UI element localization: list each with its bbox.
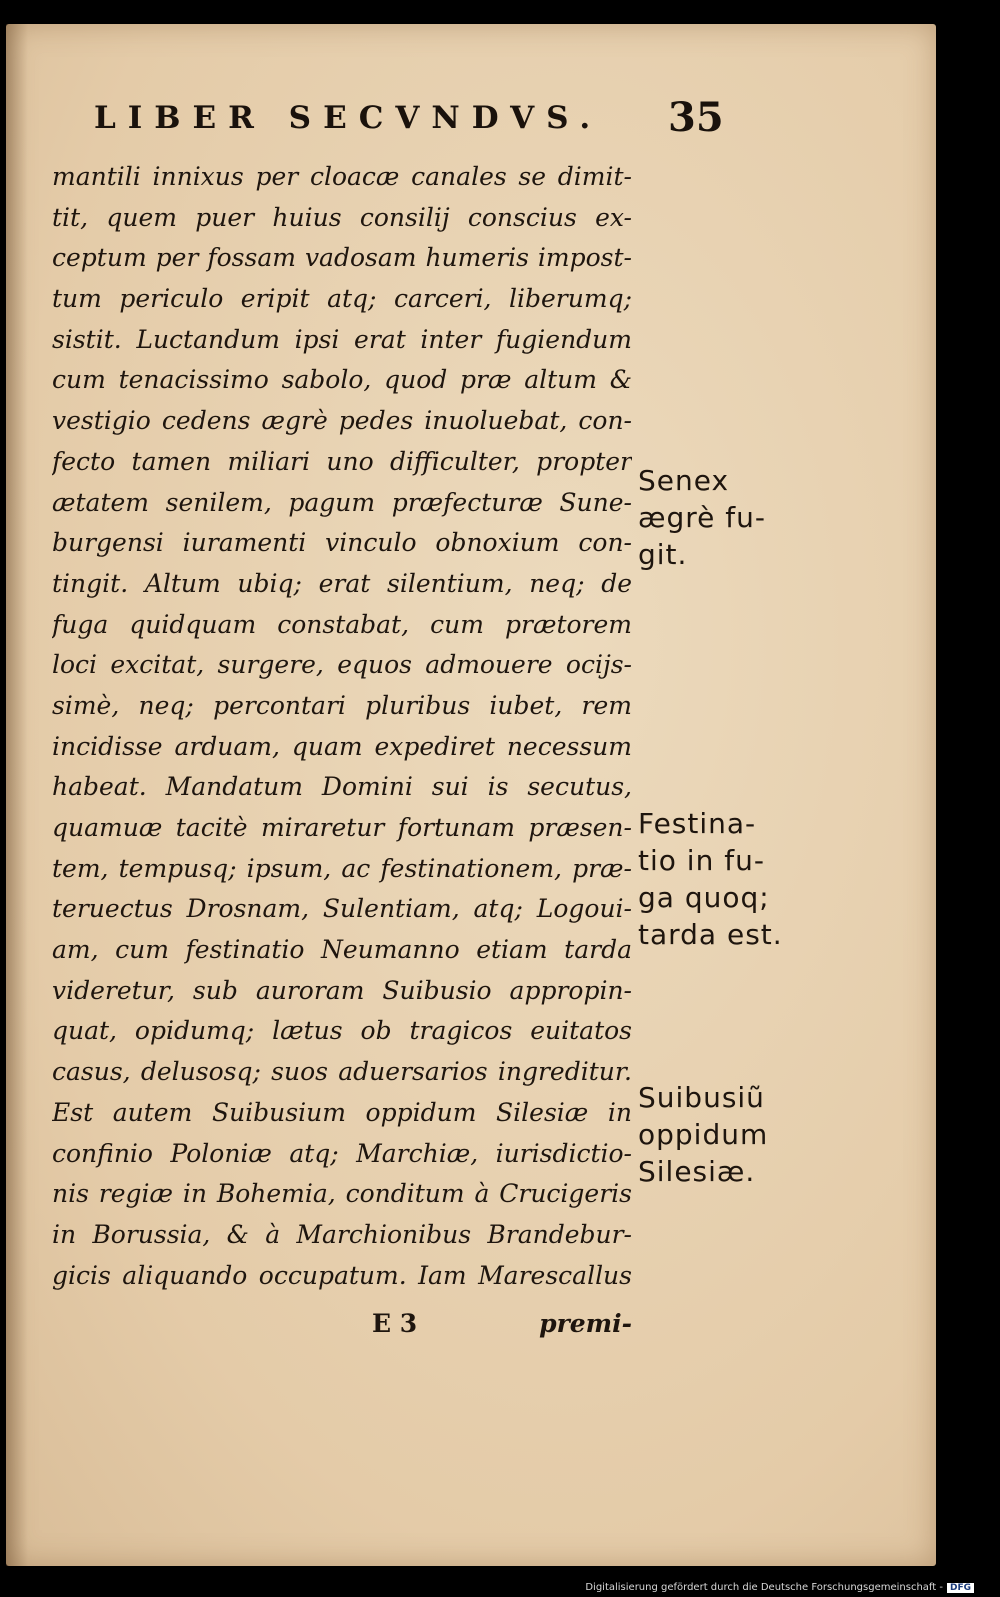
text-line: tingit. Altum ubiq; erat silentium, neq; de bbox=[52, 568, 632, 598]
text-line: nis regiæ in Bohemia, conditum à Crucigeris bbox=[52, 1179, 632, 1209]
text-line: tit, quem puer huius consilij conscius ex- bbox=[52, 202, 632, 232]
text-line: am, cum festinatio Neumanno etiam tarda bbox=[52, 935, 632, 965]
page-gutter-shadow bbox=[6, 24, 28, 1566]
text-line: loci excitat, surgere, equos admouere ocijs- bbox=[52, 650, 632, 680]
text-line: casus, delusosq; suos aduersarios ingreditur. bbox=[52, 1057, 632, 1087]
text-line: teruectus Drosnam, Sulentiam, atq; Logoui- bbox=[52, 894, 632, 924]
margin-note-line: Suibusiũ bbox=[638, 1081, 765, 1114]
text-line: gicis aliquando occupatum. Iam Marescallus bbox=[52, 1260, 632, 1290]
catchword: premi- bbox=[539, 1309, 632, 1338]
text-line: incidisse arduam, quam expediret necessum bbox=[52, 731, 632, 761]
text-line: vestigio cedens ægrè pedes inuoluebat, con- bbox=[52, 406, 632, 436]
margin-note-suibusium bbox=[638, 1079, 768, 1190]
margin-note-line: tio in fu- bbox=[638, 844, 765, 877]
book-page bbox=[6, 24, 936, 1566]
margin-note-line: Festina- bbox=[638, 807, 757, 840]
text-line: videretur, sub auroram Suibusio appropin- bbox=[52, 975, 632, 1005]
text-line: mantili innixus per cloacæ canales se dimit- bbox=[52, 162, 632, 191]
text-line: sistit. Luctandum ipsi erat inter fugiendum bbox=[52, 324, 632, 354]
margin-note-line: Senex bbox=[638, 464, 730, 497]
margin-note-line: ga quoq; bbox=[638, 881, 770, 914]
text-line: tum periculo eripit atq; carceri, liberumq; bbox=[52, 284, 632, 314]
text-line: quat, opidumq; lætus ob tragicos euitatos bbox=[52, 1016, 632, 1046]
text-line: ætatem senilem, pagum præfecturæ Sune- bbox=[52, 487, 632, 517]
text-line: ceptum per fossam vadosam humeris impost- bbox=[52, 243, 632, 273]
signature-mark: E 3 bbox=[372, 1309, 418, 1338]
text-line: in Borussia, & à Marchionibus Brandebur- bbox=[52, 1219, 632, 1249]
margin-note-festinatio bbox=[638, 805, 783, 953]
text-line: habeat. Mandatum Domini sui is secutus, bbox=[52, 772, 632, 802]
margin-note-line: Silesiæ. bbox=[638, 1155, 756, 1188]
signature-line bbox=[52, 1309, 632, 1349]
running-head: LIBER SECVNDVS. bbox=[94, 100, 603, 136]
text-line: tem, tempusq; ipsum, ac festinationem, præ- bbox=[52, 853, 632, 883]
margin-note-line: oppidum bbox=[638, 1118, 769, 1151]
margin-note-line: ægrè fu- bbox=[638, 501, 766, 534]
text-line: Est autem Suibusium oppidum Silesiæ in bbox=[52, 1097, 632, 1127]
text-line: quamuæ tacitè miraretur fortunam præsen- bbox=[52, 813, 632, 842]
main-text-block bbox=[52, 157, 632, 1296]
digitization-credit bbox=[585, 1582, 974, 1593]
margin-note-senex bbox=[638, 462, 766, 573]
margin-note-line: tarda est. bbox=[638, 918, 783, 951]
margin-note-line: git. bbox=[638, 538, 688, 571]
text-line: fuga quidquam constabat, cum prætorem bbox=[52, 609, 632, 639]
dfg-logo: DFG bbox=[947, 1583, 974, 1593]
text-line: burgensi iuramenti vinculo obnoxium con- bbox=[52, 528, 632, 558]
text-line: simè, neq; percontari pluribus iubet, rem bbox=[52, 690, 632, 720]
text-line: confinio Poloniæ atq; Marchiæ, iurisdictio- bbox=[52, 1138, 632, 1168]
credit-text: Digitalisierung gefördert durch die Deutsche Forschungsgemeinschaft - bbox=[585, 1582, 943, 1593]
page-number: 35 bbox=[668, 94, 724, 141]
text-line: cum tenacissimo sabolo, quod præ altum & bbox=[52, 365, 632, 395]
text-line: fecto tamen miliari uno difficulter, propter bbox=[52, 446, 632, 476]
